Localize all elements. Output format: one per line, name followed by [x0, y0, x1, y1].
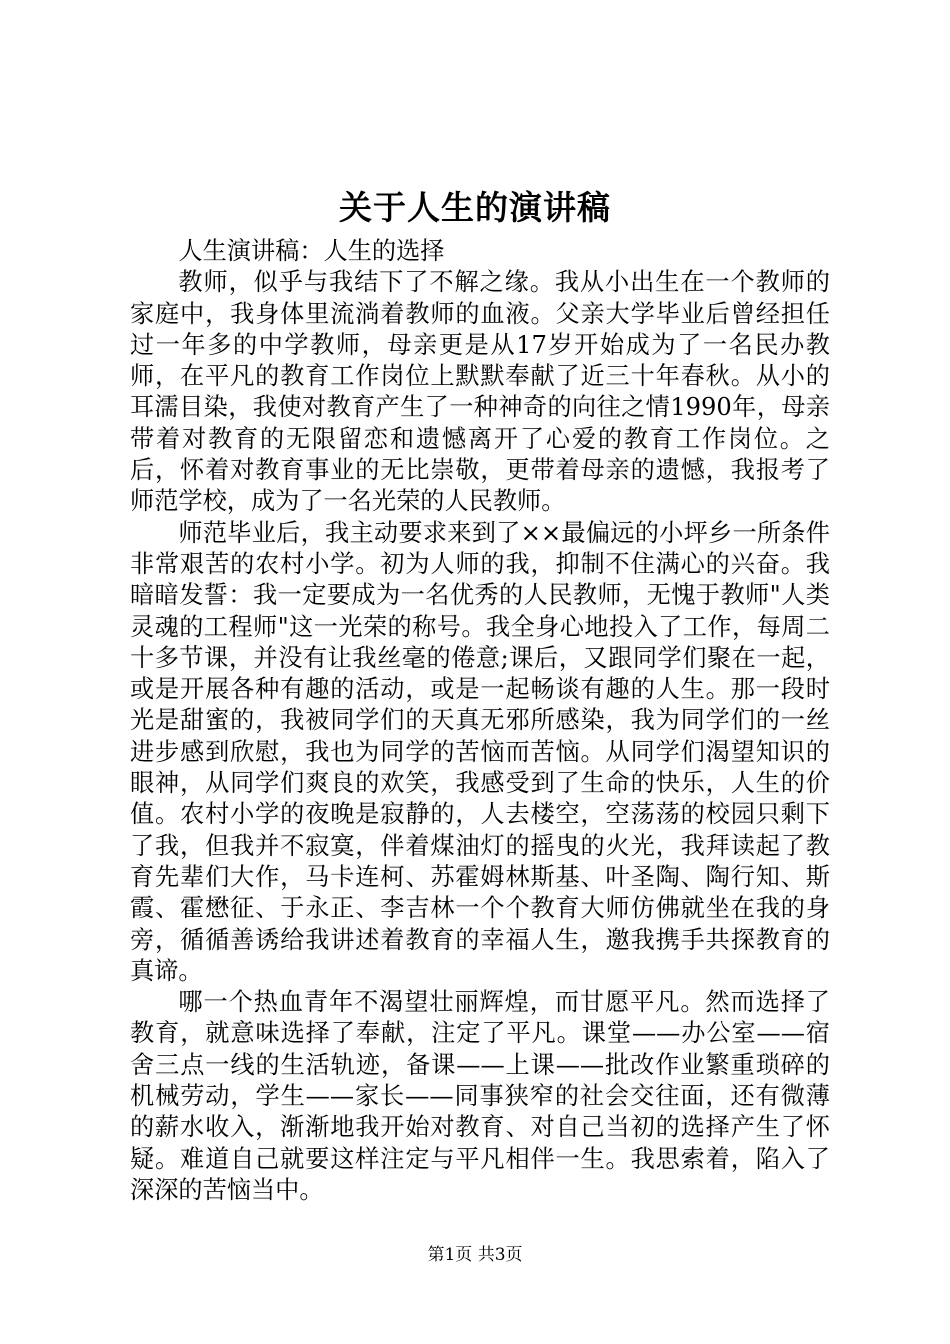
document-body [130, 236, 830, 1206]
document-title: 关于人生的演讲稿 [339, 188, 611, 227]
speech-subtitle: 人生演讲稿：人生的选择 [178, 237, 445, 265]
body-paragraph: 师范毕业后，我主动要求来到了××最偏远的小坪乡一所条件非常艰苦的农村小学。初为人师的我，抑制不住满心的兴奋。我暗暗发誓：我一定要成为一名优秀的人民教师，无愧于教师"人类灵魂的工程师"这一光荣的称号。我全身心地投入了工作，每周二十多节课，并没有让我丝毫的倦意;课后，又跟同学们聚在一起，或是开展各种有趣的活动，或是一起畅谈有趣的人生。那一段时光是甜蜜的，我被同学们的天真无邪所感染，我为同学们的一丝进步感到欣慰，我也为同学的苦恼而苦恼。从同学们渴望知识的眼神，从同学们爽良的欢笑，我感受到了生命的快乐，人生的价值。农村小学的夜晚是寂静的，人去楼空，空荡荡的校园只剩下了我，但我并不寂寞，伴着煤油灯的摇曳的火光，我拜读起了教育先辈们大作，马卡连柯、苏霍姆林斯基、叶圣陶、陶行知、斯霞、霍懋征、于永正、李吉林一个个教育大师仿佛就坐在我的身旁，循循善诱给我讲述着教育的幸福人生，邀我携手共探教育的真谛。 [130, 518, 830, 985]
body-paragraph: 教师，似乎与我结下了不解之缘。我从小出生在一个教师的家庭中，我身体里流淌着教师的血液。父亲大学毕业后曾经担任过一年多的中学教师，母亲更是从17岁开始成为了一名民办教师，在平凡的教育工作岗位上默默奉献了近三十年春秋。从小的耳濡目染，我使对教育产生了一种神奇的向往之情1990年，母亲带着对教育的无限留恋和遗憾离开了心爱的教育工作岗位。之后，怀着对教育事业的无比崇敬，更带着母亲的遗憾，我报考了师范学校，成为了一名光荣的人民教师。 [130, 268, 830, 516]
page-number-footer: 第1页 共3页 [427, 1245, 523, 1265]
body-paragraph: 哪一个热血青年不渴望壮丽辉煌，而甘愿平凡。然而选择了教育，就意味选择了奉献，注定了平凡。课堂——办公室——宿舍三点一线的生活轨迹，备课——上课——批改作业繁重琐碎的机械劳动，学生——家长——同事狭窄的社会交往面，还有微薄的薪水收入，渐渐地我开始对教育、对自己当初的选择产生了怀疑。难道自己就要这样注定与平凡相伴一生。我思索着，陷入了深深的苦恼当中。 [130, 988, 830, 1204]
